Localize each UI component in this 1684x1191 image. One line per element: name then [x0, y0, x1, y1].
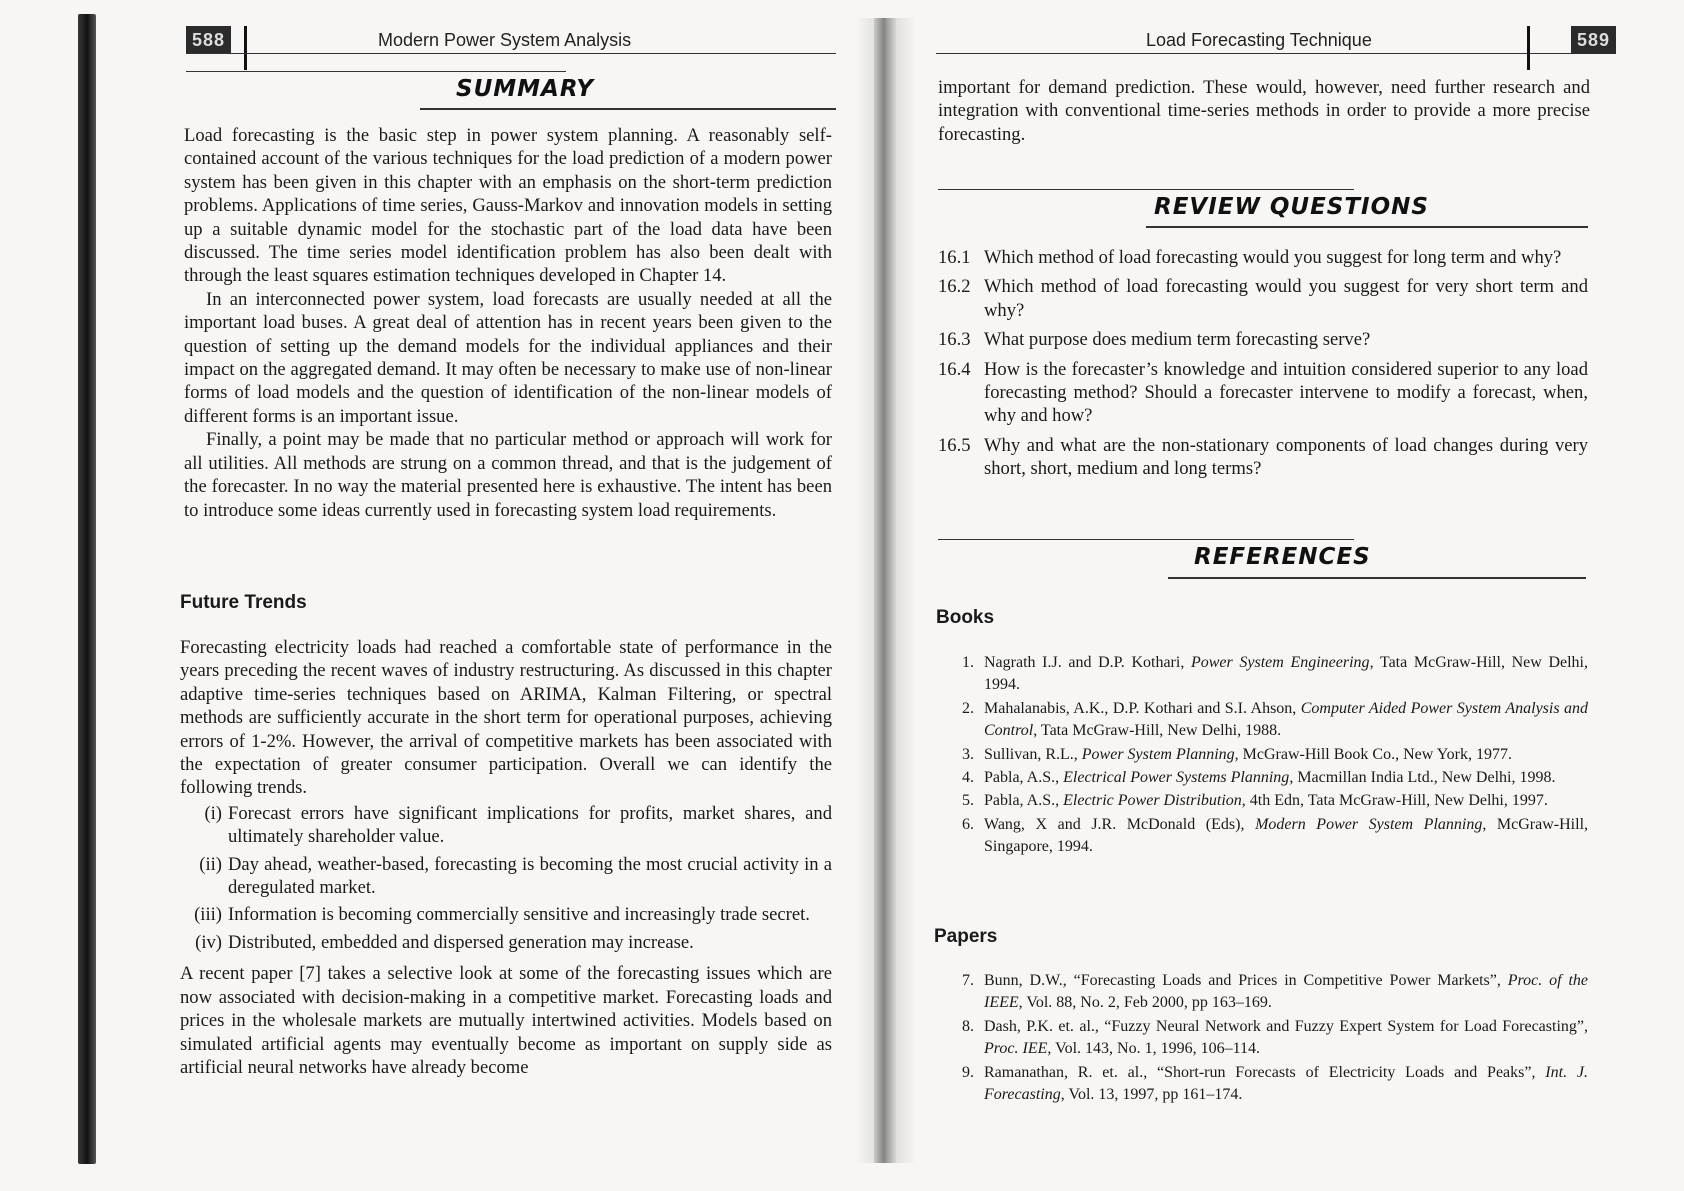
reference-details: , Vol. 13, 1997, pp 161–174.: [1060, 1086, 1243, 1104]
book-gutter: [874, 18, 896, 1163]
summary-title: SUMMARY: [456, 76, 595, 102]
reference-details: , Vol. 88, No. 2, Feb 2000, pp 163–169.: [1018, 994, 1272, 1012]
reference-details: , 4th Edn, Tata McGraw-Hill, New Delhi, 1997.: [1241, 792, 1548, 810]
reference-item: [938, 698, 1588, 743]
list-label: (iv): [195, 931, 222, 953]
reference-details: , Vol. 143, No. 1, 1996, 106–114.: [1047, 1040, 1260, 1058]
summary-paragraph: Load forecasting is the basic step in power system planning. A reasonably self-contained account of the various techniques for the load prediction of a modern power system has been given in this chapter with an emphasis on the short-term prediction problems. Applications of time series, Gauss-Markov and innovation models in setting up a suitable dynamic model for the stochastic part of the load data have been discussed. The time series model identification problem has also been dealt with through the least squares estimation techniques developed in Chapter 14.: [184, 125, 832, 287]
reference-number: 6.: [962, 815, 974, 833]
reference-title: Modern Power System Planning: [1255, 815, 1483, 833]
reference-details: , McGraw-Hill Book Co., New York, 1977.: [1234, 745, 1512, 763]
reference-authors: Sullivan, R.L.,: [984, 745, 1082, 763]
list-item: [188, 853, 832, 900]
list-text: Information is becoming commercially sensitive and increasingly trade secret.: [228, 904, 810, 926]
reference-title: Computer Aided Power System Analysis and Control: [984, 699, 1588, 740]
section-rule-top: [938, 539, 1354, 540]
list-text: Forecast errors have significant implications for profits, market shares, and ultimately shareholder value.: [228, 802, 832, 848]
reference-authors: Wang, X and J.R. McDonald (Eds),: [984, 815, 1256, 833]
reference-details: , Tata McGraw-Hill, New Delhi, 1994.: [984, 654, 1589, 694]
future-trends-body: [180, 636, 832, 1079]
question-text: Which method of load forecasting would you suggest for long term and why?: [984, 247, 1562, 268]
future-trends-intro: Forecasting electricity loads had reached a comfortable state of performance in the years preceding the recent waves of industry restructuring. As discussed in this chapter adaptive time-series techniques based on ARIMA, Kalman Filtering, or spectral methods are sufficiently accurate in the short term for operational purposes, achieving errors of 1-2%. However, the arrival of competitive markets has been associated with the expectation of greater consumer participation. Overall we can identify the following trends.: [180, 637, 832, 799]
question-item: [938, 328, 1588, 351]
list-item: [188, 802, 832, 849]
question-item: [938, 358, 1588, 428]
reference-details: , Tata McGraw-Hill, New Delhi, 1988.: [1033, 722, 1282, 740]
reference-item: [938, 790, 1588, 812]
reference-title: Proc. IEE: [984, 1040, 1048, 1058]
question-item: [938, 434, 1588, 481]
reference-item: [938, 744, 1588, 766]
question-text: How is the forecaster’s knowledge and intuition considered superior to any load forecasting method? Should a forecaster intervene to modify a forecast, when, why and how?: [984, 358, 1588, 427]
page-number: 589: [1571, 26, 1616, 54]
question-text: What purpose does medium term forecasting serve?: [984, 329, 1371, 351]
reference-item: [938, 1062, 1588, 1107]
list-label: (iii): [194, 904, 222, 926]
section-rule-bottom: [1168, 577, 1586, 579]
question-number: 16.5: [938, 434, 971, 456]
question-number: 16.4: [938, 358, 971, 380]
reference-title: Proc. of the IEEE: [984, 972, 1589, 1012]
section-rule-bottom: [420, 108, 836, 110]
section-rule-bottom: [1146, 226, 1588, 228]
running-head: Modern Power System Analysis: [378, 30, 632, 50]
right-page: [934, 0, 1610, 1191]
trends-list: [188, 802, 832, 954]
summary-body: [184, 124, 832, 522]
reference-item: [938, 767, 1588, 789]
reference-details: , Macmillan India Ltd., New Delhi, 1998.: [1289, 769, 1556, 787]
page-number-tick: [244, 26, 247, 70]
reference-number: 8.: [962, 1017, 974, 1035]
section-rule-top: [938, 189, 1354, 190]
reference-number: 3.: [962, 745, 974, 763]
question-number: 16.1: [938, 247, 971, 268]
list-item: [188, 931, 832, 954]
left-page: [178, 0, 830, 1191]
reference-authors: Dash, P.K. et. al., “Fuzzy Neural Network and Fuzzy Expert System for Load Forecasting”,: [984, 1017, 1588, 1035]
header-rule: [936, 53, 1588, 54]
reference-title: Power System Planning: [1081, 745, 1235, 763]
books-list: [938, 652, 1588, 860]
question-item: [938, 275, 1588, 322]
reference-number: 1.: [962, 654, 974, 671]
closing-paragraph: A recent paper [7] takes a selective look at some of the forecasting issues which are now associated with decision-making in a competitive market. Forecasting loads and prices in the wholesale markets are mutually intertwined activities. Models based on simulated artificial agents may eventually become as important on supply side as artificial neural networks have already become: [180, 963, 832, 1078]
continuation-paragraph: important for demand prediction. These would, however, need further research and integration with conventional time-series methods in order to provide a more precise forecasting.: [938, 77, 1590, 145]
question-number: 16.2: [938, 276, 971, 298]
reference-item: [938, 652, 1588, 697]
papers-heading: Papers: [934, 926, 998, 947]
review-questions-title: REVIEW QUESTIONS: [1154, 194, 1429, 220]
page-number-tick: [1527, 26, 1530, 70]
book-edge-shadow: [78, 14, 96, 1164]
reference-number: 5.: [962, 792, 974, 810]
reference-number: 2.: [962, 699, 974, 717]
reference-title: Electric Power Distribution: [1063, 792, 1242, 810]
future-trends-heading: Future Trends: [180, 592, 307, 613]
reference-authors: Mahalanabis, A.K., D.P. Kothari and S.I. Ahson,: [984, 699, 1301, 717]
reference-item: [938, 1016, 1588, 1061]
reference-item: [938, 814, 1588, 859]
summary-paragraph: In an interconnected power system, load forecasts are usually needed at all the important load buses. A great deal of attention has in recent years been given to the question of setting up the demand models for the individual appliances and their impact on the aggregated demand. It may often be necessary to make use of non-linear forms of load models and the question of identification of the non-linear models of different forms is an important issue.: [184, 288, 832, 427]
running-head: Load Forecasting Technique: [1146, 30, 1372, 50]
page-number: 588: [186, 26, 231, 54]
header-rule: [186, 53, 836, 54]
list-label: (i): [204, 802, 222, 824]
reference-authors: Pabla, A.S.,: [984, 792, 1064, 810]
references-title: REFERENCES: [1194, 544, 1371, 570]
reference-authors: Bunn, D.W., “Forecasting Loads and Prices in Competitive Power Markets”,: [984, 972, 1508, 989]
reference-details: , McGraw-Hill, Singapore, 1994.: [984, 815, 1589, 856]
papers-list: [938, 970, 1588, 1107]
list-item: [188, 903, 832, 926]
reference-authors: Pabla, A.S.,: [984, 769, 1064, 787]
reference-number: 9.: [962, 1063, 974, 1081]
list-text: Day ahead, weather-based, forecasting is becoming the most crucial activity in a deregulated market.: [228, 853, 832, 899]
question-number: 16.3: [938, 329, 971, 351]
reference-title: Int. J. Forecasting: [984, 1063, 1588, 1104]
reference-title: Electrical Power Systems Planning: [1063, 769, 1290, 787]
reference-number: 4.: [962, 769, 974, 787]
question-item: [938, 246, 1588, 269]
reference-authors: Ramanathan, R. et. al., “Short-run Forecasts of Electricity Loads and Peaks”,: [984, 1063, 1546, 1081]
section-rule-top: [186, 71, 566, 72]
reference-authors: Nagrath I.J. and D.P. Kothari,: [984, 654, 1191, 671]
review-questions-list: [938, 246, 1588, 487]
summary-paragraph: Finally, a point may be made that no particular method or approach will work for all utilities. All methods are strung on a common thread, and that is the judgement of the forecaster. In no way the material presented here is exhaustive. The intent has been to introduce some ideas currently used in forecasting system load requirements.: [184, 429, 832, 521]
question-text: Why and what are the non-stationary components of load changes during very short, short, medium and long terms?: [984, 434, 1588, 480]
question-text: Which method of load forecasting would you suggest for very short term and why?: [984, 276, 1588, 321]
reference-number: 7.: [962, 972, 974, 989]
list-label: (ii): [199, 853, 222, 875]
reference-title: Power System Engineering: [1190, 654, 1370, 671]
reference-item: [938, 970, 1588, 1015]
list-text: Distributed, embedded and dispersed generation may increase.: [228, 931, 694, 953]
books-heading: Books: [936, 607, 995, 628]
